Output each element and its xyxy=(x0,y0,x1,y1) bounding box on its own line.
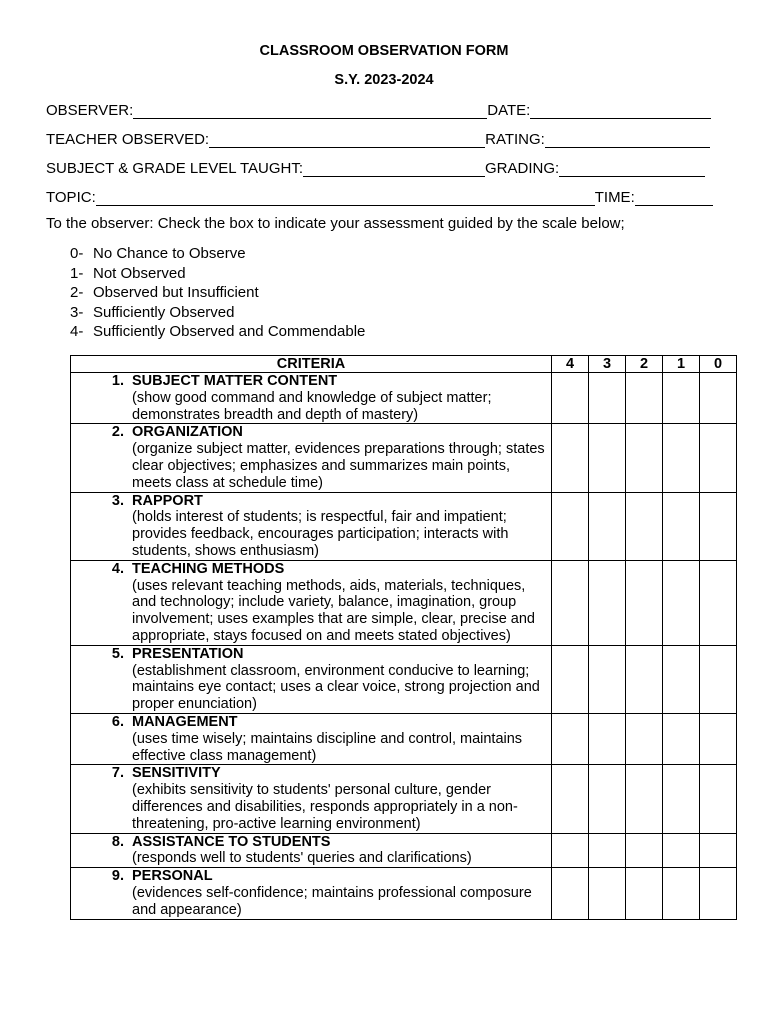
criteria-description: (exhibits sensitivity to students' personal culture, gender differences and disabilities, responds appropriately in a non-threatening, pro-active learning environment) xyxy=(132,782,518,832)
score-checkbox-2[interactable] xyxy=(626,373,663,424)
criteria-number: 4. xyxy=(111,560,124,577)
grading-label: GRADING: xyxy=(485,160,560,177)
criteria-cell xyxy=(71,765,552,833)
criteria-description: (establishment classroom, environment conducive to learning; maintains eye contact; uses a clear voice, strong projection and proper enunciation) xyxy=(132,662,540,713)
criteria-item xyxy=(71,834,551,868)
score-checkbox-1[interactable] xyxy=(663,560,700,645)
criteria-name: ORGANIZATION xyxy=(132,424,243,441)
score-checkbox-2[interactable] xyxy=(626,645,663,713)
score-checkbox-3[interactable] xyxy=(589,424,626,492)
table-row xyxy=(71,560,737,645)
criteria-name: TEACHING METHODS xyxy=(132,560,285,577)
score-checkbox-0[interactable] xyxy=(700,424,737,492)
teacher-rating-line xyxy=(46,128,718,148)
scale-item: 3- Sufficiently Observed xyxy=(70,303,235,321)
score-header-0: 0 xyxy=(700,356,737,373)
criteria-item xyxy=(71,765,551,832)
score-checkbox-4[interactable] xyxy=(552,833,589,868)
score-checkbox-0[interactable] xyxy=(700,373,737,424)
score-checkbox-0[interactable] xyxy=(700,560,737,645)
table-row xyxy=(71,765,737,833)
criteria-name: MANAGEMENT xyxy=(132,713,238,730)
score-checkbox-1[interactable] xyxy=(663,765,700,833)
score-checkbox-4[interactable] xyxy=(552,373,589,424)
criteria-item xyxy=(71,373,551,423)
criteria-cell xyxy=(71,373,552,424)
criteria-description: (responds well to students' queries and clarifications) xyxy=(132,850,472,867)
table-row xyxy=(71,424,737,492)
date-label: DATE: xyxy=(487,102,531,119)
score-checkbox-2[interactable] xyxy=(626,492,663,560)
criteria-cell xyxy=(71,868,552,919)
scale-item: 4- Sufficiently Observed and Commendable xyxy=(70,323,366,340)
criteria-body xyxy=(124,373,551,423)
table-row xyxy=(71,373,737,424)
score-checkbox-1[interactable] xyxy=(663,492,700,560)
score-header-2: 2 xyxy=(626,356,663,373)
criteria-name: RAPPORT xyxy=(132,492,203,509)
criteria-description: (holds interest of students; is respectful, fair and impatient; provides feedback, encourages participation; interacts with students, shows enthusiasm) xyxy=(132,509,509,559)
scale-item: 2- Observed but Insufficient xyxy=(70,284,259,301)
scale-item: 1- Not Observed xyxy=(70,264,186,282)
criteria-cell xyxy=(71,645,552,713)
criteria-cell xyxy=(71,492,552,560)
criteria-body xyxy=(124,765,551,832)
topic-label: TOPIC: xyxy=(46,189,96,206)
time-label: TIME: xyxy=(594,189,635,206)
grading-field[interactable] xyxy=(559,161,705,177)
score-checkbox-0[interactable] xyxy=(700,833,737,868)
criteria-number: 9. xyxy=(111,868,124,885)
criteria-cell xyxy=(71,833,552,868)
score-checkbox-1[interactable] xyxy=(663,645,700,713)
criteria-item xyxy=(71,714,551,764)
score-checkbox-3[interactable] xyxy=(589,868,626,919)
criteria-table xyxy=(70,355,737,920)
score-checkbox-1[interactable] xyxy=(663,868,700,919)
criteria-name: SENSITIVITY xyxy=(132,765,221,782)
score-checkbox-0[interactable] xyxy=(700,492,737,560)
criteria-description: (uses relevant teaching methods, aids, materials, techniques, and technology; include variety, balance, imagination, group involvement; uses examples that are simple, clear, precise and appropriate, stays focused on and meets stated objectives) xyxy=(132,577,535,644)
criteria-number: 1. xyxy=(111,373,124,389)
score-checkbox-1[interactable] xyxy=(663,713,700,764)
score-checkbox-2[interactable] xyxy=(626,424,663,492)
criteria-number: 7. xyxy=(111,765,124,782)
criteria-name: PRESENTATION xyxy=(132,645,244,662)
score-checkbox-4[interactable] xyxy=(552,645,589,713)
criteria-body xyxy=(124,714,551,764)
criteria-item xyxy=(71,493,551,560)
criteria-number: 3. xyxy=(111,492,124,509)
school-year: S.Y. 2023-2024 xyxy=(334,72,434,88)
criteria-body xyxy=(124,561,551,645)
table-row xyxy=(71,492,737,560)
score-checkbox-1[interactable] xyxy=(663,833,700,868)
criteria-cell xyxy=(71,560,552,645)
rating-field[interactable] xyxy=(545,132,710,148)
score-checkbox-3[interactable] xyxy=(589,373,626,424)
score-header-1: 1 xyxy=(663,356,700,373)
observer-date-line xyxy=(46,99,718,119)
subject-grade-field[interactable] xyxy=(303,161,485,177)
subject-grade-label: SUBJECT & GRADE LEVEL TAUGHT: xyxy=(46,160,304,177)
criteria-body xyxy=(124,868,551,918)
rating-label: RATING: xyxy=(485,131,545,148)
criteria-number: 6. xyxy=(111,713,124,730)
table-row xyxy=(71,713,737,764)
criteria-item xyxy=(71,646,551,713)
teacher-observed-field[interactable] xyxy=(209,132,485,148)
criteria-description: (organize subject matter, evidences preparations through; states clear objectives; emphasizes and summarizes main points, meets class at schedule time) xyxy=(132,441,545,491)
score-header-3: 3 xyxy=(589,356,626,373)
rating-scale-list xyxy=(70,244,365,342)
score-checkbox-4[interactable] xyxy=(552,424,589,492)
criteria-number: 8. xyxy=(111,833,124,850)
criteria-description: (show good command and knowledge of subject matter; demonstrates breadth and depth of mastery) xyxy=(132,389,492,423)
score-checkbox-2[interactable] xyxy=(626,713,663,764)
score-checkbox-4[interactable] xyxy=(552,713,589,764)
score-checkbox-3[interactable] xyxy=(589,645,626,713)
score-checkbox-3[interactable] xyxy=(589,765,626,833)
criteria-body xyxy=(124,493,551,560)
topic-time-line xyxy=(46,186,718,206)
criteria-body xyxy=(124,424,551,491)
criteria-name: PERSONAL xyxy=(132,868,213,885)
score-header-4: 4 xyxy=(552,356,589,373)
table-row xyxy=(71,833,737,868)
criteria-body xyxy=(124,834,551,868)
table-row xyxy=(71,868,737,919)
criteria-item xyxy=(71,868,551,918)
criteria-number: 5. xyxy=(111,645,124,662)
criteria-item xyxy=(71,424,551,491)
score-checkbox-0[interactable] xyxy=(700,765,737,833)
criteria-description: (evidences self-confidence; maintains professional composure and appearance) xyxy=(132,884,532,918)
criteria-header-row xyxy=(71,356,737,373)
criteria-cell xyxy=(71,713,552,764)
score-checkbox-2[interactable] xyxy=(626,765,663,833)
form-title: CLASSROOM OBSERVATION FORM xyxy=(259,43,509,59)
time-field[interactable] xyxy=(635,190,713,206)
score-checkbox-2[interactable] xyxy=(626,868,663,919)
observer-label: OBSERVER: xyxy=(46,102,134,119)
scale-item: 0- No Chance to Observe xyxy=(70,245,246,262)
score-checkbox-1[interactable] xyxy=(663,424,700,492)
score-checkbox-1[interactable] xyxy=(663,373,700,424)
criteria-name: SUBJECT MATTER CONTENT xyxy=(132,373,338,389)
score-checkbox-0[interactable] xyxy=(700,868,737,919)
topic-field[interactable] xyxy=(96,190,595,206)
criteria-body xyxy=(124,646,551,713)
criteria-description: (uses time wisely; maintains discipline and control, maintains effective class management) xyxy=(132,730,523,764)
criteria-number: 2. xyxy=(111,424,124,441)
observer-field[interactable] xyxy=(133,103,487,119)
score-checkbox-0[interactable] xyxy=(700,713,737,764)
score-checkbox-3[interactable] xyxy=(589,492,626,560)
criteria-item xyxy=(71,561,551,645)
table-row xyxy=(71,645,737,713)
score-checkbox-3[interactable] xyxy=(589,560,626,645)
score-checkbox-2[interactable] xyxy=(626,560,663,645)
score-checkbox-3[interactable] xyxy=(589,833,626,868)
score-checkbox-2[interactable] xyxy=(626,833,663,868)
criteria-table-body xyxy=(71,373,737,920)
criteria-header: CRITERIA xyxy=(71,356,552,373)
score-checkbox-4[interactable] xyxy=(552,560,589,645)
score-checkbox-4[interactable] xyxy=(552,868,589,919)
observer-instructions: To the observer: Check the box to indicate your assessment guided by the scale below; xyxy=(46,215,625,232)
teacher-observed-label: TEACHER OBSERVED: xyxy=(46,131,210,148)
score-checkbox-4[interactable] xyxy=(552,765,589,833)
subject-grading-line xyxy=(46,157,718,177)
date-field[interactable] xyxy=(530,103,711,119)
score-checkbox-3[interactable] xyxy=(589,713,626,764)
criteria-name: ASSISTANCE TO STUDENTS xyxy=(132,833,331,850)
score-checkbox-0[interactable] xyxy=(700,645,737,713)
score-checkbox-4[interactable] xyxy=(552,492,589,560)
criteria-cell xyxy=(71,424,552,492)
